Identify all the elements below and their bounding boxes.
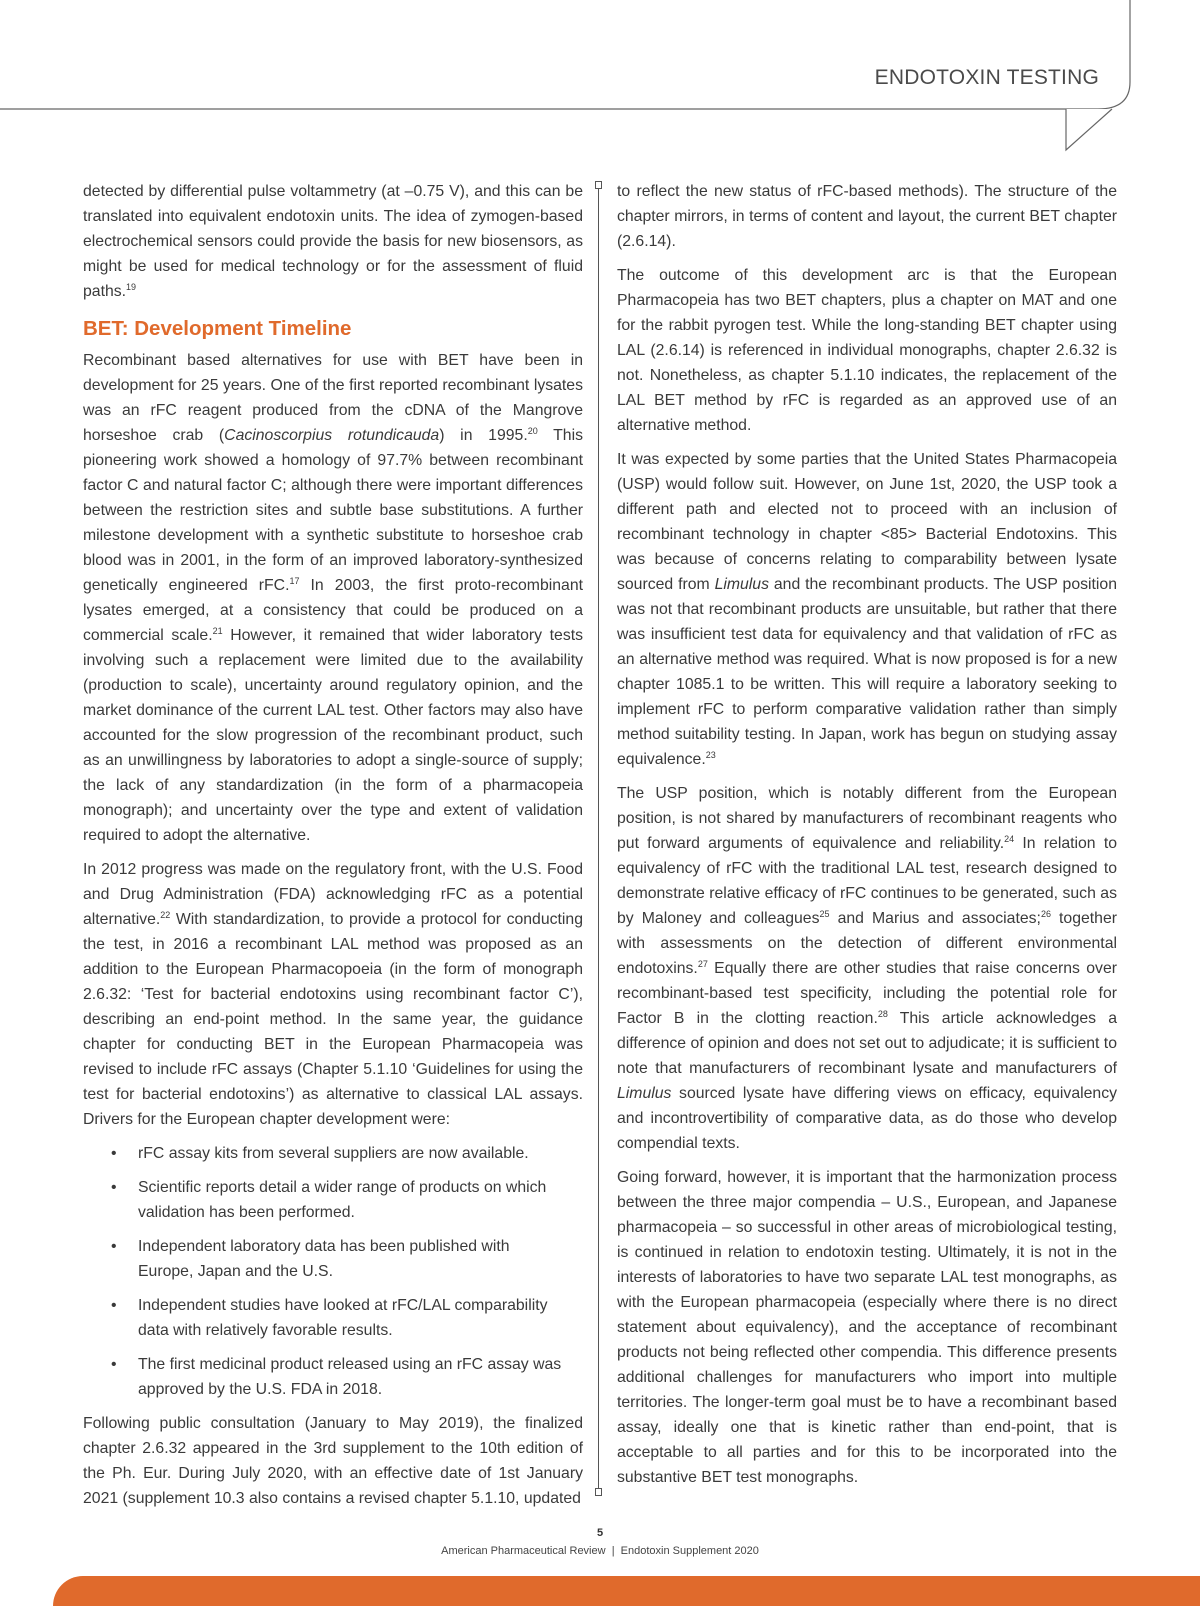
column-divider <box>598 186 599 1492</box>
paragraph-chapter-structure: to reflect the new status of rFC-based methods). The structure of the chapter mirrors, in terms of content and layout, the current BET chapter (2.6.14). <box>617 183 1117 250</box>
genus-name: Limulus <box>714 576 769 593</box>
divider-cap-bottom <box>595 1488 602 1496</box>
footnote-ref[interactable]: 21 <box>212 626 223 636</box>
footnote-ref[interactable]: 20 <box>527 426 538 436</box>
footnote-ref[interactable]: 19 <box>126 282 137 292</box>
page-number: 5 <box>596 1527 604 1539</box>
right-column <box>617 179 1117 1499</box>
bullet-icon: • <box>111 1297 117 1314</box>
footnote-ref[interactable]: 17 <box>289 576 300 586</box>
issue-name: Endotoxin Supplement 2020 <box>620 1545 759 1557</box>
footer-separator: | <box>611 1545 615 1557</box>
paragraph-development-arc: The outcome of this development arc is that the European Pharmacopeia has two BET chapters, plus a chapter on MAT and one for the rabbit pyrogen test. While the long-standing BET chapter using LAL (2.6.14) is referenced in individual monographs, chapter 2.6.32 is not. Nonetheless, as chapter 5.1.10 indicates, the replacement of the LAL BET method by rFC is regarded as an approved use of an alternative method. <box>617 267 1117 434</box>
footnote-ref[interactable]: 25 <box>819 909 830 919</box>
paragraph-equivalency-debate: The USP position, which is notably different from the European position, is not shared by manufacturers of recombinant reagents who put forward arguments of equivalence and reliability.$^{24}$ In relation to equivalency of rFC with the traditional LAL test, research designed to demonstrate relative efficacy of rFC continues to be generated, such as by Maloney and colleagues$^{25}$ and Marius and associates;$^{26}$ together with assessments on the detection of different environmental endotoxins.$^{27}$ Equally there are other studies that raise concerns over recombinant-based test specificity, including the potential role for Factor B in the clotting reaction.$^{28}$ This article acknowledges a difference of opinion and does not set out to adjudicate; it is sufficient to note that manufacturers of recombinant lysate and manufacturers of Limulus sourced lysate have differing views on efficacy, equivalency and incontrovertibility of comparative data, as do those who develop compendial texts. <box>617 785 1117 1152</box>
publication-name: American Pharmaceutical Review <box>441 1545 606 1557</box>
bullet-icon: • <box>111 1179 117 1196</box>
footnote-ref[interactable]: 23 <box>705 750 716 760</box>
paragraph-regulatory-progress: In 2012 progress was made on the regulatory front, with the U.S. Food and Drug Administration (FDA) acknowledging rFC as a potential alternative.$^{22}$ With standardization, to provide a protocol for conducting the test, in 2016 a recombinant LAL method was proposed as an addition to the European Pharmacopoeia (in the form of monograph 2.6.32: ‘Test for bacterial endotoxins using recombinant factor C’), describing an end-point method. In the same year, the guidance chapter for conducting BET in the European Pharmacopeia was revised to include rFC assays (Chapter 5.1.10 ‘Guidelines for using the test for bacterial endotoxins’) as alternative to classical LAL assays. Drivers for the European chapter development were: <box>83 861 583 1128</box>
bullet-icon: • <box>111 1356 117 1373</box>
footnote-ref[interactable]: 28 <box>877 1009 888 1019</box>
footer-credit <box>0 1545 1200 1557</box>
footnote-ref[interactable]: 26 <box>1040 909 1051 919</box>
intro-paragraph: detected by differential pulse voltammetry (at –0.75 V), and this can be translated into equivalent endotoxin units. The idea of zymogen-based electrochemical sensors could provide the basis for new biosensors, as might be used for medical technology or for the assessment of fluid paths.$^{19}$ <box>83 183 583 300</box>
drivers-list <box>83 1141 583 1402</box>
bullet-icon: • <box>111 1145 117 1162</box>
list-item: • Independent laboratory data has been published with Europe, Japan and the U.S. <box>83 1234 583 1284</box>
paragraph-harmonization: Going forward, however, it is important that the harmonization process between the three major compendia – U.S., European, and Japanese pharmacopeia – so successful in other areas of microbiological testing, is continued in relation to endotoxin testing. Ultimately, it is not in the interests of laboratories to have two separate LAL test monographs, as with the European pharmacopeia (especially where there is no direct statement about equivalency), and the acceptance of recombinant products not being reflected other compendia. This difference presents additional challenges for manufacturers who import into multiple territories. The longer-term goal must be to have a recombinant based assay, ideally one that is kinetic rather than end-point, that is acceptable to all parties and for this to be incorporated into the substantive BET test monographs. <box>617 1169 1117 1486</box>
genus-name: Limulus <box>617 1085 672 1102</box>
bullet-icon: • <box>111 1238 117 1255</box>
footer-accent-band <box>53 1576 1200 1606</box>
footnote-ref[interactable]: 24 <box>1004 834 1015 844</box>
list-item: • The first medicinal product released using an rFC assay was approved by the U.S. FDA in 2018. <box>83 1352 583 1402</box>
left-column <box>83 179 583 1520</box>
list-item: • Scientific reports detail a wider range of products on which validation has been performed. <box>83 1175 583 1225</box>
list-item: • rFC assay kits from several suppliers are now available. <box>83 1141 583 1166</box>
species-name: Cacinoscorpius rotundicauda <box>224 427 440 444</box>
footnote-ref[interactable]: 22 <box>160 910 171 920</box>
paragraph-public-consultation: Following public consultation (January to May 2019), the finalized chapter 2.6.32 appeared in the 3rd supplement to the 10th edition of the Ph. Eur. During July 2020, with an effective date of 1st January 2021 (supplement 10.3 also contains a revised chapter 5.1.10, updated <box>83 1415 583 1507</box>
footnote-ref[interactable]: 27 <box>697 959 708 969</box>
list-item: • Independent studies have looked at rFC/LAL comparability data with relatively favorable results. <box>83 1293 583 1343</box>
paragraph-usp-position: It was expected by some parties that the United States Pharmacopeia (USP) would follow suit. However, on June 1st, 2020, the USP took a different path and elected not to proceed with an inclusion of recombinant technology in chapter <85> Bacterial Endotoxins. This was because of concerns relating to comparability between lysate sourced from Limulus and the recombinant products. The USP position was not that recombinant products are unsuitable, but rather that there was insufficient test data for equivalency and that validation of rFC as an alternative method was required. What is now proposed is for a new chapter 1085.1 to be written. This will require a laboratory seeking to implement rFC to perform comparative validation rather than simply method suitability testing. In Japan, work has begun on studying assay equivalence.$^{23}$ <box>617 451 1117 768</box>
paragraph-recombinant-history: Recombinant based alternatives for use with BET have been in development for 25 years. One of the first reported recombinant lysates was an rFC reagent produced from the cDNA of the Mangrove horseshoe crab (Cacinoscorpius rotundicauda) in 1995.20 This pioneering work showed a homology of 97.7% between recombinant factor C and natural factor C; although there were important differences between the restriction sites and subtle base substitutions. A further milestone development with a synthetic substitute to horseshoe crab blood was in 2001, in the form of an improved laboratory-synthesized genetically engineered rFC.$^{17}$ In 2003, the first proto-recombinant lysates emerged, at a consistency that could be produced on a commercial scale.$^{21}$ However, it remained that wider laboratory tests involving such a replacement were limited due to the availability (production to scale), uncertainty around regulatory opinion, and the market dominance of the current LAL test. Other factors may also have accounted for the slow progression of the recombinant product, such as an unwillingness by laboratories to adopt a single-source of supply; the lack of any standardization (in the form of a pharmacopeia monograph); and uncertainty over the type and extent of validation required to adopt the alternative. <box>83 352 584 844</box>
section-heading: BET: Development Timeline <box>83 317 352 340</box>
divider-cap-top <box>595 181 602 189</box>
section-title: ENDOTOXIN TESTING <box>874 66 1099 89</box>
